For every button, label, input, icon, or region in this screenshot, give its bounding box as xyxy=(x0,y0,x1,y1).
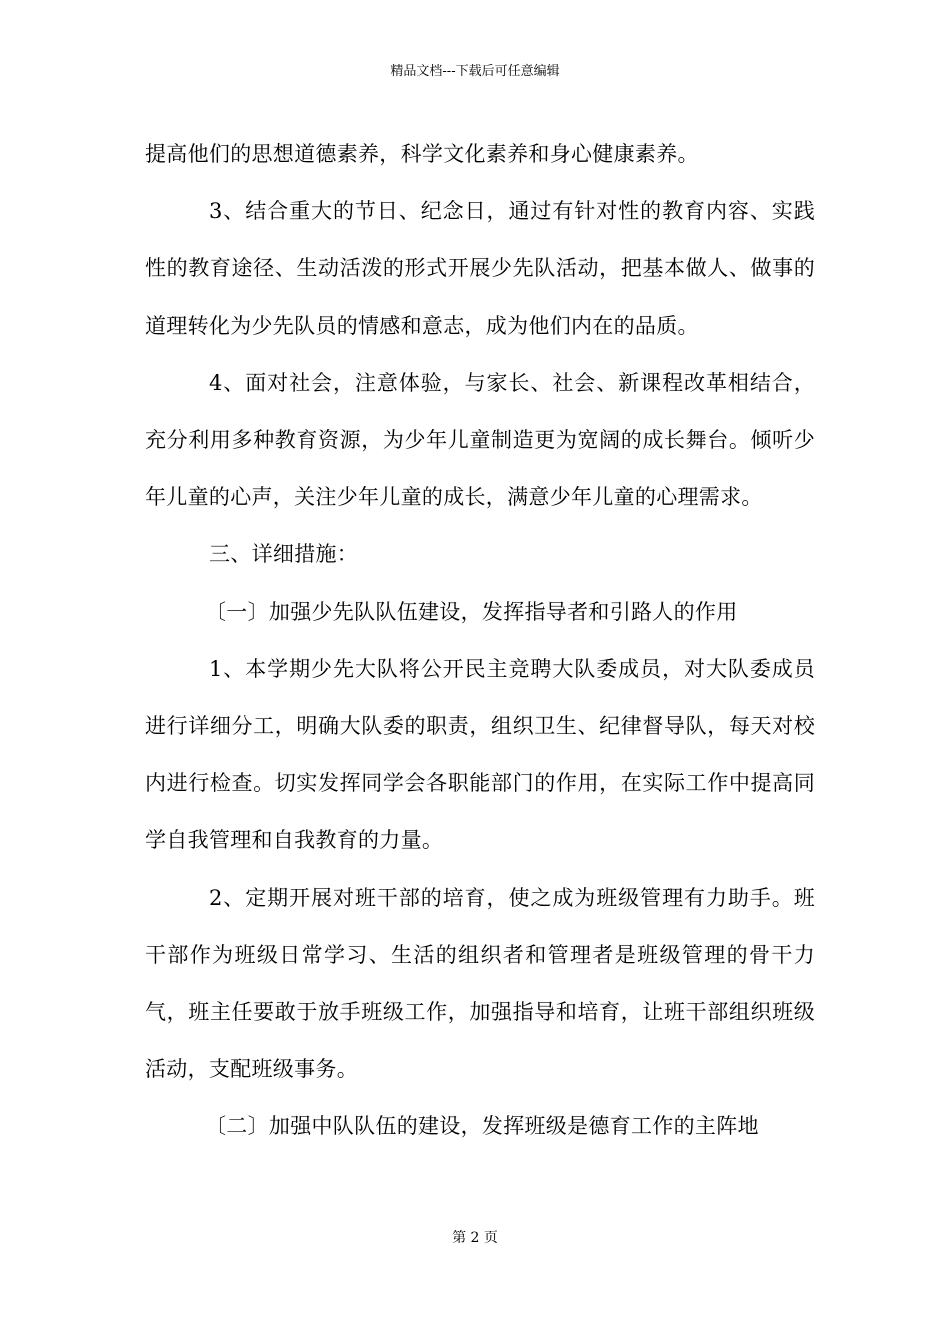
paragraph: 3、结合重大的节日、纪念日，通过有针对性的教育内容、实践性的教育途径、生动活泼的形式开展少先队活动，把基本做人、做事的道理转化为少先队员的情感和意志，成为他们内在的品质。 xyxy=(145,199,815,338)
section-heading: 三、详细措施： xyxy=(209,542,359,567)
subsection-heading: 〔一〕加强少先队队伍建设，发挥指导者和引路人的作用 xyxy=(205,599,738,624)
subsection-heading: 〔二〕加强中队队伍的建设，发挥班级是德育工作的主阵地 xyxy=(205,1114,759,1139)
paragraph: 提高他们的思想道德素养，科学文化素养和身心健康素养。 xyxy=(145,142,699,166)
paragraph: 4、面对社会，注意体验，与家长、社会、新课程改革相结合，充分利用多种教育资源，为少年儿童制造更为宽阔的成长舞台。倾听少年儿童的心声，关注少年儿童的成长，满意少年儿童的心理需求。 xyxy=(145,370,815,510)
document-body xyxy=(145,126,815,1156)
page-number: 第 2 页 xyxy=(452,1230,498,1246)
paragraph: 1、本学期少先大队将公开民主竞聘大队委成员，对大队委成员进行详细分工，明确大队委的职责，组织卫生、纪律督导队，每天对校内进行检查。切实发挥同学会各职能部门的作用，在实际工作中提高同学自我管理和自我教育的力量。 xyxy=(145,656,815,853)
paragraph: 2、定期开展对班干部的培育，使之成为班级管理有力助手。班干部作为班级日常学习、生活的组织者和管理者是班级管理的骨干力气，班主任要敢于放手班级工作，加强指导和培育，让班干部组织班级活动，支配班级事务。 xyxy=(145,885,815,1082)
page-header: 精品文档---下载后可任意编辑 xyxy=(390,64,560,79)
